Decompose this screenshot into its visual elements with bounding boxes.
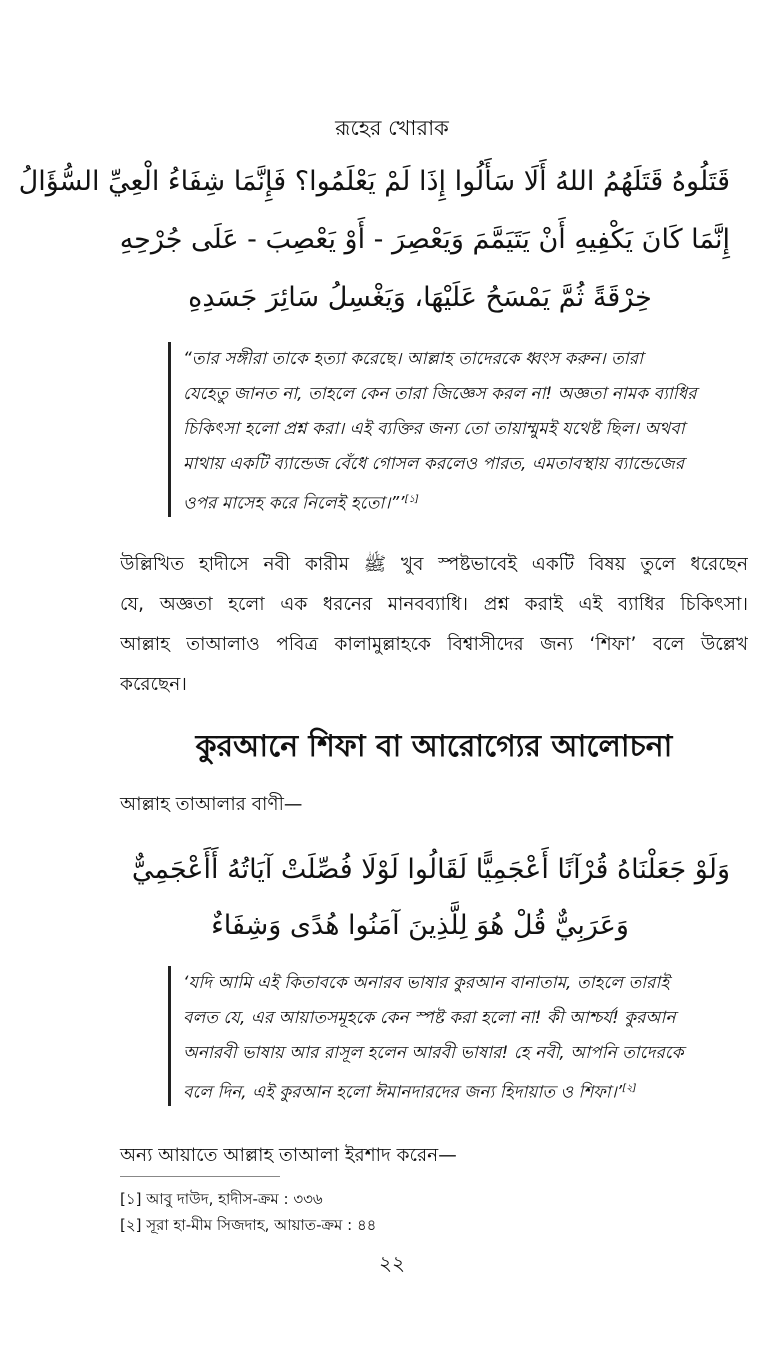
verse-intro: আল্লাহ তাআলার বাণী—: [120, 794, 303, 815]
quote-line: “তার সঙ্গীরা তাকে হত্যা করেছে। আল্লাহ তাদেরকে ধ্বংস করুন। তারা: [183, 349, 644, 369]
quote-line-text: বলে দিন, এই কুরআন হলো ঈমানদারদের জন্য হিদায়াত ও শিফা।’: [183, 1082, 623, 1103]
quote-line: যেহেতু জানত না, তাহলে কেন তারা জিজ্ঞেস করল না! অজ্ঞতা নামক ব্যাধির: [183, 384, 697, 404]
quote-line: চিকিৎসা হলো প্রশ্ন করা। এই ব্যক্তির জন্য তো তায়াম্মুমই যথেষ্ট ছিল। অথবা: [183, 419, 685, 439]
quote-line: অনারবী ভাষায় আর রাসূল হলেন আরবী ভাষার! হে নবী, আপনি তাদেরকে: [183, 1043, 684, 1063]
paragraph-line: উল্লিখিত হাদীসে নবী কারীম ﷺ খুব স্পষ্টভাবেই একটি বিষয় তুলে ধরেছেন: [120, 554, 748, 575]
verse-arabic-line-2: وَعَرَبِيٌّ قُلْ هُوَ لِلَّذِينَ آمَنُوا هُدًى وَشِفَاءٌ: [211, 910, 629, 941]
quote-line-text: ওপর মাসেহ করে নিলেই হতো।”’: [183, 493, 405, 514]
quote-line: মাথায় একটি ব্যান্ডেজ বেঁধে গোসল করলেও পারত, এমতাবস্থায় ব্যান্ডেজের: [183, 454, 685, 474]
hadith-arabic-line-3: خِرْقَةً ثُمَّ يَمْسَحُ عَلَيْهَا، وَيَغْسِلُ سَائِرَ جَسَدِهِ: [188, 282, 652, 313]
verse-translation-blockquote: [168, 966, 743, 1106]
paragraph-line: যে, অজ্ঞতা হলো এক ধরনের মানবব্যাধি। প্রশ্ন করাই এই ব্যাধির চিকিৎসা।: [120, 594, 748, 615]
paragraph-line: আল্লাহ তাআলাও পবিত্র কালামুল্লাহকে বিশ্বাসীদের জন্য ‘শিফা’ বলে উল্লেখ: [120, 634, 748, 655]
quote-line: বলত যে, এর আয়াতসমূহকে কেন স্পষ্ট করা হলো না! কী আশ্চর্য! কুরআন: [183, 1008, 676, 1028]
paragraph-line: করেছেন।: [120, 674, 187, 695]
page-number: ২২: [378, 1251, 405, 1275]
quote-line: ‘যদি আমি এই কিতাবকে অনারব ভাষার কুরআন বানাতাম, তাহলে তারাই: [183, 973, 670, 993]
hadith-arabic-line-2: إِنَّمَا كَانَ يَكْفِيهِ أَنْ يَتَيَمَّمَ وَيَعْصِرَ - أَوْ يَعْصِبَ - عَلَى جُرْحِهِ: [119, 224, 730, 255]
hadith-arabic-line-1: قَتَلُوهُ قَتَلَهُمُ اللهُ أَلَا سَأَلُوا إِذَا لَمْ يَعْلَمُوا؟ فَإِنَّمَا شِفَاءُ الْعِيِّ السُّؤَالُ: [18, 166, 730, 197]
verse-arabic-line-1: وَلَوْ جَعَلْنَاهُ قُرْآنًا أَعْجَمِيًّا لَقَالُوا لَوْلَا فُصِّلَتْ آيَاتُهُ أَأَعْجَمِيٌّ: [131, 854, 730, 885]
explanation-paragraph: [120, 545, 748, 705]
footnote-ref-1[interactable]: [১]: [404, 494, 419, 505]
footnote-divider: [120, 1176, 280, 1177]
closing-intro: অন্য আয়াতে আল্লাহ তাআলা ইরশাদ করেন—: [120, 1145, 457, 1166]
footnote-ref-2[interactable]: [২]: [622, 1083, 637, 1094]
quote-line-last: [183, 1071, 743, 1106]
hadith-translation-blockquote: [168, 342, 743, 517]
footnote-1: [১] আবু দাউদ, হাদীস-ক্রম : ৩৩৬: [120, 1190, 323, 1208]
quote-line-last: [183, 482, 743, 517]
running-header: রূহের খোরাক: [335, 116, 449, 140]
footnote-2: [২] সূরা হা-মীম সিজদাহ, আয়াত-ক্রম : ৪৪: [120, 1216, 377, 1234]
section-heading: কুরআনে শিফা বা আরোগ্যের আলোচনা: [195, 729, 673, 764]
